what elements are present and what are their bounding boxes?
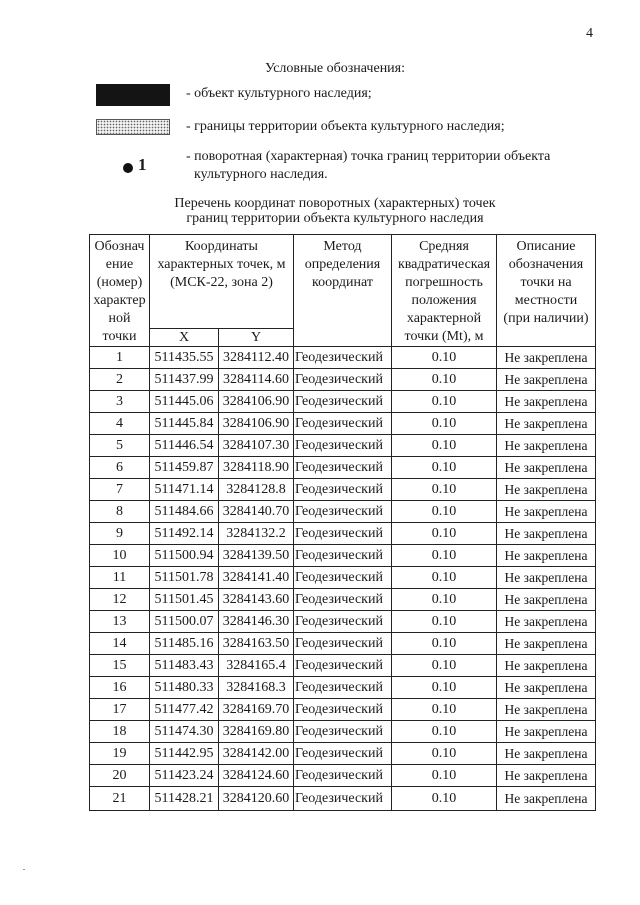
table-row [90,413,596,435]
cell-x: 511485.16 [150,633,219,655]
cell-mt: 0.10 [392,347,497,369]
territory-boundary-symbol [96,119,170,135]
header-number-line: характер [93,293,146,308]
header-mt-line: положения [411,293,477,308]
table-row [90,699,596,721]
cell-number: 19 [90,743,150,765]
header-description-line: точки на [520,275,572,290]
cell-number: 6 [90,457,150,479]
cell-description: Не закреплена [497,765,596,787]
cell-method: Геодезический [294,413,392,435]
cell-method: Геодезический [294,743,392,765]
cell-number: 15 [90,655,150,677]
table-row [90,677,596,699]
cell-x: 511477.42 [150,699,219,721]
cell-number: 1 [90,347,150,369]
cell-mt: 0.10 [392,457,497,479]
cell-x: 511428.21 [150,787,219,811]
cell-x: 511446.54 [150,435,219,457]
cell-x: 511500.07 [150,611,219,633]
cell-y: 3284146.30 [219,611,294,633]
cell-method: Геодезический [294,633,392,655]
cell-method: Геодезический [294,391,392,413]
cell-method: Геодезический [294,567,392,589]
cell-description: Не закреплена [497,743,596,765]
header-description-line: (при наличии) [503,311,589,326]
cell-y: 3284140.70 [219,501,294,523]
cell-x: 511480.33 [150,677,219,699]
table-row [90,479,596,501]
header-description-line: местности [514,293,578,308]
cell-x: 511501.45 [150,589,219,611]
cell-x: 511471.14 [150,479,219,501]
cell-x: 511474.30 [150,721,219,743]
cell-y: 3284128.8 [219,479,294,501]
cell-mt: 0.10 [392,787,497,811]
cell-description: Не закреплена [497,347,596,369]
cell-description: Не закреплена [497,721,596,743]
cell-x: 511501.78 [150,567,219,589]
cell-x: 511484.66 [150,501,219,523]
header-mt-line: квадратическая [397,257,491,272]
cell-method: Геодезический [294,611,392,633]
cell-x: 511437.99 [150,369,219,391]
cell-method: Геодезический [294,457,392,479]
table-row [90,743,596,765]
cell-method: Геодезический [294,589,392,611]
header-coords-line: (МСК-22, зона 2) [170,275,273,290]
cell-number: 18 [90,721,150,743]
cell-number: 7 [90,479,150,501]
cell-x: 511423.24 [150,765,219,787]
cell-number: 14 [90,633,150,655]
cell-method: Геодезический [294,523,392,545]
cell-y: 3284118.90 [219,457,294,479]
cell-y: 3284139.50 [219,545,294,567]
legend-title: Условные обозначения: [264,61,406,76]
cell-mt: 0.10 [392,567,497,589]
header-method-line: координат [312,275,373,290]
header-number-line: точки [102,329,137,344]
table-row [90,611,596,633]
cell-mt: 0.10 [392,479,497,501]
cell-description: Не закреплена [497,677,596,699]
header-method-line: определения [304,257,381,272]
cell-number: 3 [90,391,150,413]
header-number-line: ение [105,257,134,272]
cell-description: Не закреплена [497,391,596,413]
cell-y: 3284106.90 [219,413,294,435]
cell-y: 3284141.40 [219,567,294,589]
cell-y: 3284124.60 [219,765,294,787]
scan-speck [23,869,25,870]
table-row [90,501,596,523]
cell-method: Геодезический [294,347,392,369]
cell-y: 3284163.50 [219,633,294,655]
cell-description: Не закреплена [497,633,596,655]
cell-x: 511442.95 [150,743,219,765]
cell-description: Не закреплена [497,655,596,677]
cell-y: 3284112.40 [219,347,294,369]
header-method-line: Метод [323,239,362,254]
cell-description: Не закреплена [497,413,596,435]
table-title [0,196,640,226]
legend-text-turning-point-line2: культурного наследия. [194,167,328,182]
header-description-line: обозначения [508,257,584,272]
cell-method: Геодезический [294,765,392,787]
cell-mt: 0.10 [392,435,497,457]
header-number [90,235,150,347]
cell-mt: 0.10 [392,655,497,677]
cell-y: 3284165.4 [219,655,294,677]
cell-description: Не закреплена [497,787,596,811]
cell-y: 3284107.30 [219,435,294,457]
cell-number: 11 [90,567,150,589]
header-number-line: Обознач [94,239,145,254]
cell-y: 3284132.2 [219,523,294,545]
cell-y: 3284169.70 [219,699,294,721]
table-row [90,435,596,457]
cell-x: 511435.55 [150,347,219,369]
header-number-line: (номер) [96,275,143,290]
legend-text-turning-point-line1: - поворотная (характерная) точка границ территории объекта [186,149,551,164]
header-number-line: ной [108,311,131,326]
cell-y: 3284168.3 [219,677,294,699]
cell-mt: 0.10 [392,765,497,787]
header-coordinates [150,235,294,329]
cell-number: 8 [90,501,150,523]
legend-text-territory-boundary: - границы территории объекта культурного наследия; [186,119,505,134]
header-mt-line: погрешность [405,275,483,290]
cell-method: Геодезический [294,677,392,699]
cell-description: Не закреплена [497,369,596,391]
table-row [90,567,596,589]
table-row [90,523,596,545]
cell-mt: 0.10 [392,589,497,611]
header-coords-line: характерных точек, м [157,257,286,272]
cell-mt: 0.10 [392,633,497,655]
coordinates-table [89,234,596,811]
cell-description: Не закреплена [497,523,596,545]
cell-number: 20 [90,765,150,787]
cell-description: Не закреплена [497,479,596,501]
header-y: Y [219,328,294,347]
cell-mt: 0.10 [392,391,497,413]
cell-description: Не закреплена [497,435,596,457]
table-row [90,369,596,391]
cell-y: 3284143.60 [219,589,294,611]
turning-point-symbol-label: 1 [138,155,147,174]
header-method [294,235,392,347]
cell-y: 3284169.80 [219,721,294,743]
cell-x: 511445.06 [150,391,219,413]
cell-x: 511492.14 [150,523,219,545]
legend-text-heritage-object: - объект культурного наследия; [186,86,372,101]
cell-description: Не закреплена [497,699,596,721]
table-row [90,721,596,743]
cell-number: 5 [90,435,150,457]
table-row [90,391,596,413]
cell-x: 511483.43 [150,655,219,677]
table-title-line2: границ территории объекта культурного наследия [186,211,484,226]
table-row [90,347,596,369]
header-coords-line: Координаты [185,239,258,254]
cell-number: 17 [90,699,150,721]
cell-number: 12 [90,589,150,611]
cell-description: Не закреплена [497,589,596,611]
cell-x: 511459.87 [150,457,219,479]
cell-description: Не закреплена [497,611,596,633]
cell-mt: 0.10 [392,699,497,721]
header-x: X [150,328,219,347]
cell-method: Геодезический [294,787,392,811]
header-mt-line: точки (Mt), м [404,329,484,344]
table-row [90,545,596,567]
cell-y: 3284106.90 [219,391,294,413]
cell-mt: 0.10 [392,501,497,523]
cell-description: Не закреплена [497,501,596,523]
cell-number: 10 [90,545,150,567]
table-row [90,457,596,479]
page-number: 4 [586,26,593,41]
cell-method: Геодезический [294,545,392,567]
cell-mt: 0.10 [392,545,497,567]
cell-method: Геодезический [294,369,392,391]
cell-number: 4 [90,413,150,435]
cell-y: 3284120.60 [219,787,294,811]
cell-number: 2 [90,369,150,391]
cell-method: Геодезический [294,655,392,677]
header-mt-line: Средняя [419,239,469,254]
cell-description: Не закреплена [497,545,596,567]
cell-method: Геодезический [294,501,392,523]
cell-method: Геодезический [294,721,392,743]
table-row [90,765,596,787]
turning-point-dot-symbol [123,163,133,173]
table-row [90,589,596,611]
cell-description: Не закреплена [497,567,596,589]
cell-number: 21 [90,787,150,811]
cell-mt: 0.10 [392,369,497,391]
cell-description: Не закреплена [497,457,596,479]
header-description [497,235,596,347]
header-mt-line: характерной [406,311,482,326]
cell-mt: 0.10 [392,721,497,743]
cell-method: Геодезический [294,435,392,457]
cell-mt: 0.10 [392,677,497,699]
cell-mt: 0.10 [392,611,497,633]
table-title-line1: Перечень координат поворотных (характерных) точек [174,196,496,211]
cell-number: 9 [90,523,150,545]
cell-method: Геодезический [294,699,392,721]
cell-x: 511500.94 [150,545,219,567]
header-mt [392,235,497,347]
cell-number: 16 [90,677,150,699]
cell-x: 511445.84 [150,413,219,435]
cell-method: Геодезический [294,479,392,501]
cell-mt: 0.10 [392,743,497,765]
cell-y: 3284114.60 [219,369,294,391]
cell-y: 3284142.00 [219,743,294,765]
table-row [90,633,596,655]
cell-mt: 0.10 [392,413,497,435]
table-row [90,787,596,811]
cell-number: 13 [90,611,150,633]
table-row [90,655,596,677]
cultural-heritage-object-symbol [96,84,170,106]
cell-mt: 0.10 [392,523,497,545]
header-description-line: Описание [516,239,576,254]
